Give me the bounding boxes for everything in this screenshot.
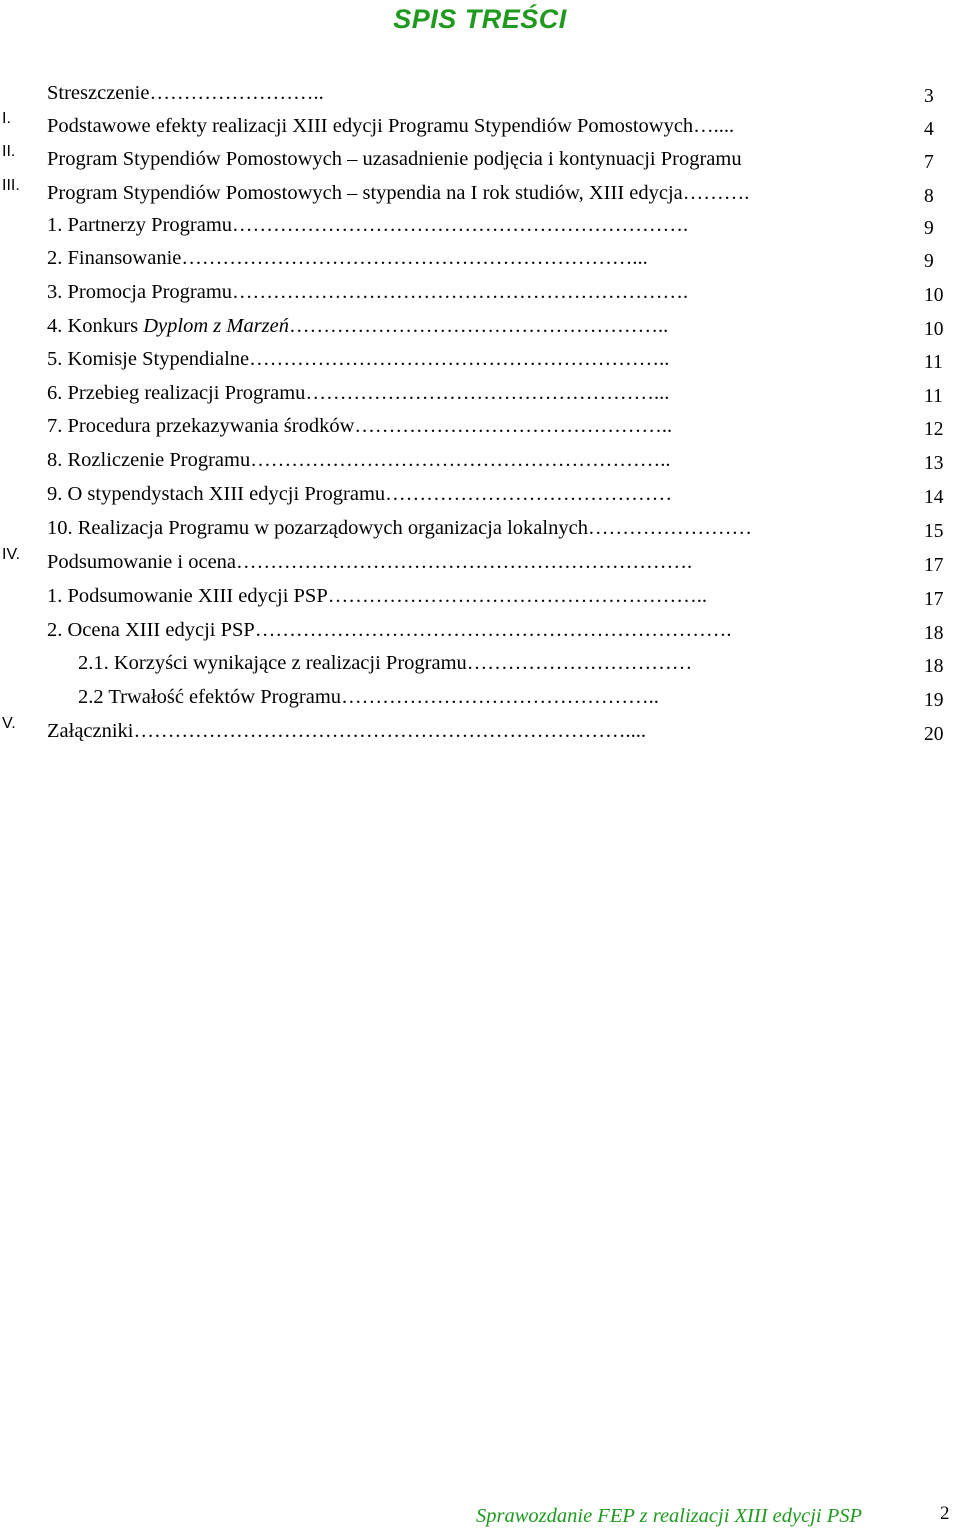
toc-entry[interactable]	[0, 212, 960, 246]
toc-entry[interactable]	[0, 346, 960, 380]
toc-entry-leader: ………………………………………………..	[327, 585, 707, 607]
toc-entry-label-italic: Dyplom z Marzeń	[143, 315, 289, 337]
toc-entry-leader: ………………………………………………………….	[232, 281, 689, 303]
toc-entry-label: 6. Przebieg realizacji Programu	[47, 382, 306, 404]
toc-entry-label: 5. Komisje Stypendialne	[47, 348, 250, 370]
toc-entry-label: 9. O stypendystach XIII edycji Programu	[47, 483, 386, 505]
toc-entry-page: 10	[924, 285, 944, 306]
toc-entry-page: 8	[924, 186, 934, 207]
toc-entry-leader: ………………………………………………………………....	[133, 720, 647, 742]
toc-entry[interactable]	[0, 481, 960, 515]
toc-entry-label: 2.1. Korzyści wynikające z realizacji Programu	[78, 652, 467, 674]
toc-entry-leader: ………………………………………………………….	[232, 214, 689, 236]
toc-entry-label: 2. Finansowanie	[47, 247, 182, 269]
toc-entry-label: Program Stypendiów Pomostowych – uzasadnienie podjęcia i kontynuacji Programu	[47, 148, 742, 170]
toc-entry-leader: ……………………………………………………..	[250, 449, 671, 471]
toc-entry-label: 8. Rozliczenie Programu	[47, 449, 251, 471]
toc-entry[interactable]	[0, 447, 960, 481]
toc-entry-page: 15	[924, 521, 944, 542]
toc-entry[interactable]	[0, 245, 960, 279]
toc-entry-label: 1. Partnerzy Programu	[47, 214, 233, 236]
toc-entry-leader: ……………………	[587, 517, 752, 539]
toc-entry-leader: …....	[693, 115, 735, 137]
toc-entry-leader: …………………………………………………………….	[254, 619, 732, 641]
toc-entry-leader: ……………………..	[149, 82, 324, 104]
toc-entry-page: 17	[924, 589, 944, 610]
toc-entry-page: 12	[924, 419, 944, 440]
toc-entry-number: II.	[2, 143, 16, 160]
toc-entry-leader: ………………………………………………………….	[236, 551, 693, 573]
toc-entry-label: Podstawowe efekty realizacji XIII edycji Programu Stypendiów Pomostowych	[47, 115, 694, 137]
toc-entry-label: 1. Podsumowanie XIII edycji PSP	[47, 585, 328, 607]
toc-entry-page: 13	[924, 453, 944, 474]
toc-entry[interactable]	[0, 617, 960, 651]
toc-entry[interactable]	[0, 380, 960, 414]
toc-entry-page: 19	[924, 690, 944, 711]
toc-entry-label: 2.2 Trwałość efektów Programu	[78, 686, 342, 708]
toc-entry-page: 4	[924, 119, 934, 140]
toc-entry-leader: ……………………………………………...	[305, 382, 670, 404]
toc-entry[interactable]	[0, 80, 960, 114]
page-title: SPIS TREŚCI	[393, 4, 567, 34]
toc-entry-leader: ………………………………………………..	[289, 315, 669, 337]
toc-entry-leader: ……………………………………………………..	[249, 348, 670, 370]
toc-entry-leader: ………………………………………..	[354, 415, 673, 437]
toc-entry-leader: ………………………………………..	[341, 686, 659, 708]
toc-entry-label: Streszczenie	[47, 82, 150, 104]
table-of-contents	[0, 0, 960, 760]
toc-entry-label: 3. Promocja Programu	[47, 281, 233, 303]
toc-entry[interactable]	[0, 177, 960, 214]
toc-entry[interactable]	[0, 546, 960, 583]
toc-entry[interactable]	[0, 650, 960, 684]
toc-entry-page: 10	[924, 319, 944, 340]
toc-entry-page: 20	[924, 724, 944, 745]
toc-entry[interactable]	[0, 583, 960, 617]
toc-entry-number: I.	[2, 110, 11, 127]
toc-entry[interactable]	[0, 715, 960, 752]
toc-entry-page: 17	[924, 555, 944, 576]
footer-page-number: 2	[940, 1503, 950, 1524]
toc-entry-label: Program Stypendiów Pomostowych – stypendia na I rok studiów, XIII edycja	[47, 182, 683, 204]
toc-entry-number: III.	[2, 177, 20, 194]
toc-entry-page: 3	[924, 86, 934, 107]
toc-entry-label: Załączniki	[47, 720, 134, 742]
toc-entry-leader: ……………………………	[466, 652, 693, 674]
toc-entry-page: 14	[924, 487, 944, 508]
footer-text: Sprawozdanie FEP z realizacji XIII edycji PSP	[476, 1505, 863, 1527]
toc-entry-label: 2. Ocena XIII edycji PSP	[47, 619, 255, 641]
toc-entry-leader: ……………………………………	[385, 483, 673, 505]
toc-entry-number: V.	[2, 715, 16, 732]
toc-entry-page: 9	[924, 218, 934, 239]
toc-entry-page: 7	[924, 152, 934, 173]
toc-entry-page: 11	[924, 352, 943, 373]
toc-entry[interactable]	[0, 515, 960, 549]
toc-entry[interactable]	[0, 313, 960, 347]
toc-entry-page: 18	[924, 623, 944, 644]
toc-entry-page: 11	[924, 386, 943, 407]
toc-entry-leader: ……….	[682, 182, 750, 204]
toc-entry-page: 18	[924, 656, 944, 677]
toc-entry[interactable]	[0, 110, 960, 147]
toc-entry[interactable]	[0, 413, 960, 447]
toc-entry-leader: …………………………………………………………...	[181, 247, 648, 269]
toc-entry[interactable]	[0, 143, 960, 180]
toc-entry-number: IV.	[2, 546, 21, 563]
toc-entry[interactable]	[0, 684, 960, 718]
toc-entry-label: 7. Procedura przekazywania środków	[47, 415, 355, 437]
toc-entry-label: 10. Realizacja Programu w pozarządowych organizacja lokalnych	[47, 517, 588, 539]
toc-entry-label: 4. Konkurs	[47, 315, 144, 337]
toc-entry[interactable]	[0, 279, 960, 313]
toc-entry-label: Podsumowanie i ocena	[47, 551, 237, 573]
toc-entry-page: 9	[924, 251, 934, 272]
